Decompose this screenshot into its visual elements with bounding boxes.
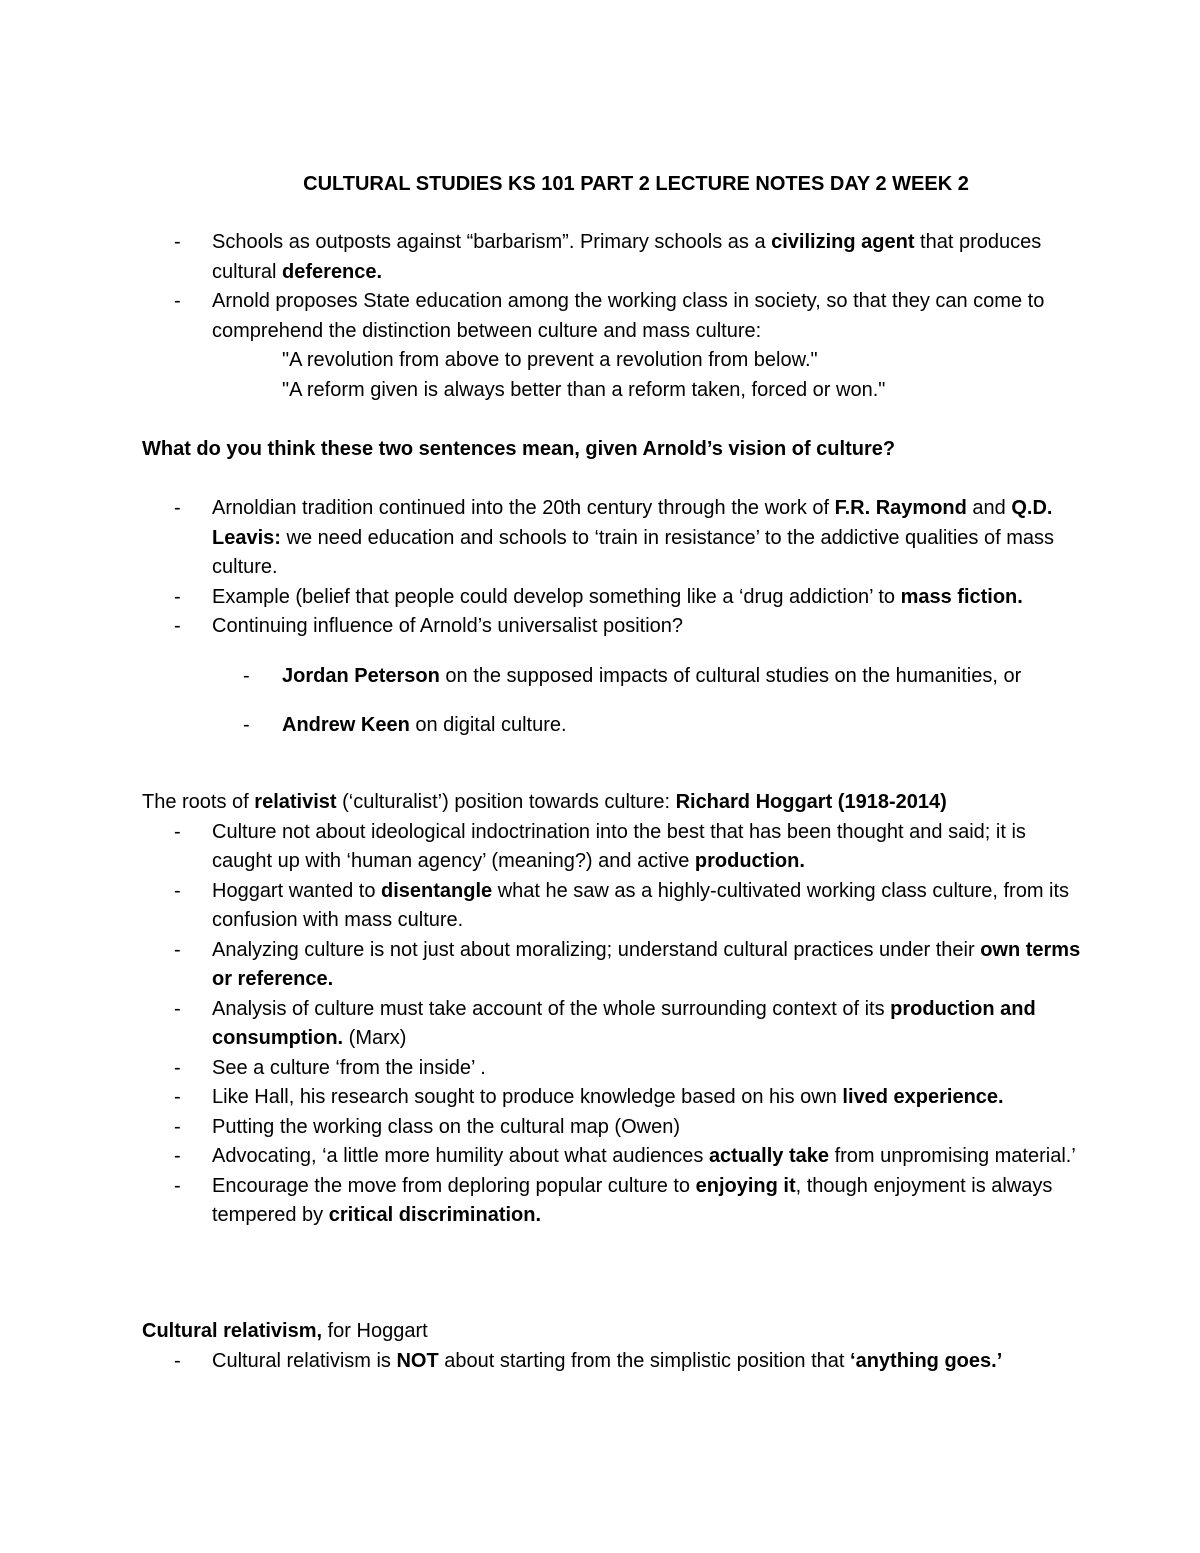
bold-text: NOT xyxy=(396,1349,439,1372)
bold-text: deference. xyxy=(282,260,383,283)
text-run: Arnold proposes State education among the working class in society, so that they can come to comprehend the distinction between culture and mass culture: xyxy=(212,290,1045,342)
text-run: on digital culture. xyxy=(409,714,567,736)
text-run: Encourage the move from deploring popular culture to xyxy=(212,1174,696,1197)
text-run: that produces cultural xyxy=(212,231,1042,283)
bold-text: Cultural relativism, xyxy=(142,1320,323,1342)
bold-text: relativist xyxy=(254,791,337,813)
list-item xyxy=(142,1172,1082,1231)
list-item xyxy=(142,494,1082,583)
bold-text: actually take xyxy=(708,1145,830,1167)
bold-text: production and consumption. xyxy=(212,997,1036,1049)
text-run: Continuing influence of Arnold’s universalist position? xyxy=(212,615,684,637)
text-run: and xyxy=(966,497,1012,519)
text-run: (‘culturalist’) position towards culture: xyxy=(336,791,676,813)
discussion-question: What do you think these two sentences mean, given Arnold’s vision of culture? xyxy=(142,438,896,460)
section-heading xyxy=(142,788,1082,818)
list-item xyxy=(142,1113,1082,1143)
bold-text: enjoying it xyxy=(695,1174,796,1197)
text-run: Hoggart wanted to xyxy=(212,879,381,902)
text-run: Schools as outposts against “barbarism”. Primary schools as a xyxy=(212,231,772,253)
quote-revolution: "A revolution from above to prevent a revolution from below." xyxy=(282,349,818,371)
text-run: what he saw as a highly-cultivated working class culture, from its confusion with mass culture. xyxy=(212,879,1070,931)
section-heading xyxy=(142,1317,1082,1347)
sub-list-item xyxy=(142,711,1082,741)
bold-text: Jordan Peterson xyxy=(282,664,440,687)
bold-text: ‘anything goes.’ xyxy=(850,1349,1003,1372)
list-item xyxy=(142,818,1082,877)
document-title: CULTURAL STUDIES KS 101 PART 2 LECTURE NOTES DAY 2 WEEK 2 xyxy=(303,173,969,195)
text-run: The roots of xyxy=(142,791,255,813)
text-run: from unpromising material.’ xyxy=(829,1145,1076,1167)
bold-text: disentangle xyxy=(381,879,493,902)
list-item xyxy=(142,1054,1082,1084)
bold-text: production. xyxy=(694,850,805,872)
section-arnoldian-tradition xyxy=(142,494,1082,761)
text-run: Like Hall, his research sought to produce knowledge based on his own xyxy=(212,1086,843,1108)
text-run: Analysis of culture must take account of the whole surrounding context of its xyxy=(212,997,891,1020)
section-schools xyxy=(142,228,1082,405)
text-run: Arnoldian tradition continued into the 20th century through the work of xyxy=(212,497,835,519)
text-run: , though enjoyment is always tempered by xyxy=(212,1174,1053,1226)
text-run: See a culture ‘from the inside’ . xyxy=(212,1056,486,1079)
hoggart-list xyxy=(142,818,1082,1231)
section-hoggart xyxy=(142,788,1082,1231)
bold-text: own terms or reference. xyxy=(212,938,1081,990)
list-item xyxy=(142,583,1082,613)
bold-text: Richard Hoggart (1918-2014) xyxy=(675,791,947,813)
text-run: Culture not about ideological indoctrination into the best that has been thought and said; it is caught up with ‘human agency’ (meaning?) and active xyxy=(212,820,1026,872)
text-run: Analyzing culture is not just about moralizing; understand cultural practices under their xyxy=(212,938,981,961)
text-run: we need education and schools to ‘train in resistance’ to the addictive qualities of mass culture. xyxy=(212,526,1054,578)
discussion-question-block xyxy=(142,435,1082,465)
list-item xyxy=(142,612,1082,642)
list-item xyxy=(142,877,1082,936)
bold-text: Q.D. Leavis: xyxy=(212,497,1053,549)
text-run: (Marx) xyxy=(343,1027,407,1049)
bold-text: critical discrimination. xyxy=(328,1204,542,1226)
text-run: about starting from the simplistic position that xyxy=(438,1349,851,1372)
list-item xyxy=(142,995,1082,1054)
quote-reform: "A reform given is always better than a reform taken, forced or won." xyxy=(282,378,886,401)
text-run: on the supposed impacts of cultural studies on the humanities, or xyxy=(439,664,1022,687)
list-item xyxy=(142,936,1082,995)
text-run: for Hoggart xyxy=(322,1320,428,1342)
list-item xyxy=(142,1142,1082,1172)
bold-text: F.R. Raymond xyxy=(834,497,967,519)
text-run: Cultural relativism is xyxy=(212,1349,397,1372)
section-cultural-relativism xyxy=(142,1317,1082,1376)
list-item xyxy=(142,1347,1082,1377)
bold-text: lived experience. xyxy=(842,1086,1004,1108)
list-item xyxy=(142,287,1082,346)
bold-text: mass fiction. xyxy=(900,585,1023,608)
text-run: Example (belief that people could develop something like a ‘drug addiction’ to xyxy=(212,585,901,608)
text-run: Putting the working class on the cultural map (Owen) xyxy=(212,1115,680,1138)
bold-text: Andrew Keen xyxy=(282,714,410,736)
list-item xyxy=(142,1083,1082,1113)
sub-list-item xyxy=(142,662,1082,692)
list-item xyxy=(142,228,1082,287)
bold-text: civilizing agent xyxy=(771,231,915,253)
text-run: Advocating, ‘a little more humility about what audiences xyxy=(212,1145,709,1167)
